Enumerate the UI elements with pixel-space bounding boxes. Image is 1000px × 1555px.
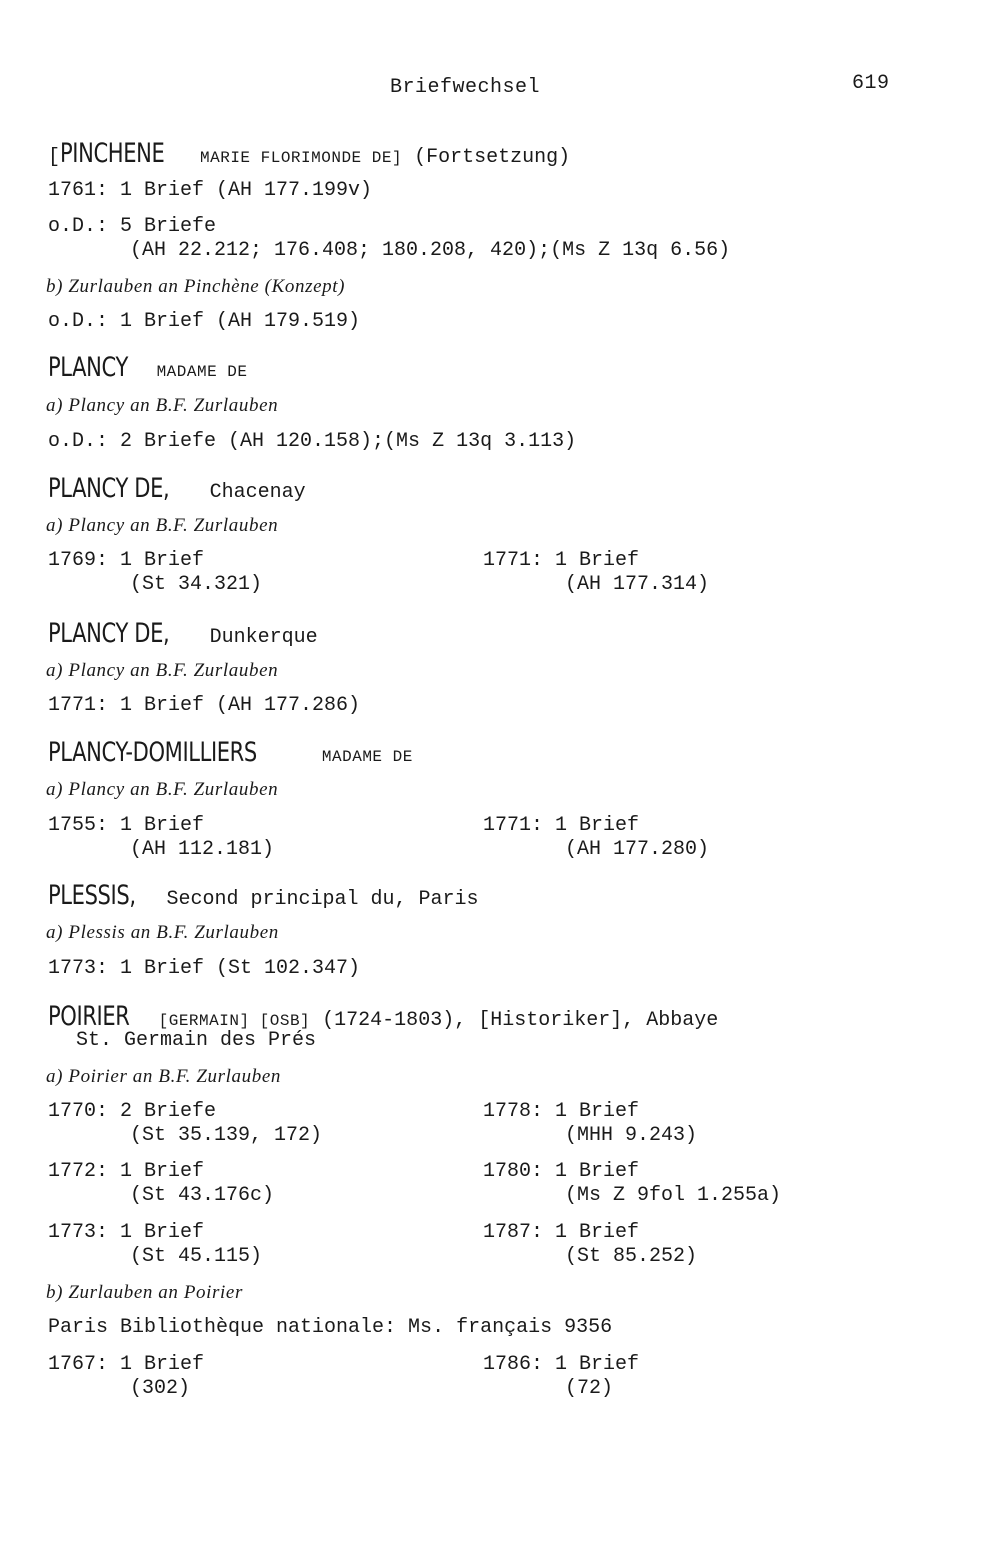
- direction-label: a) Plancy an B.F. Zurlauben: [46, 395, 279, 416]
- letter-entry: 1786: 1 Brief: [483, 1353, 640, 1376]
- letter-entry: 1771: 1 Brief: [483, 549, 640, 572]
- archive-reference: (St 34.321): [130, 573, 263, 596]
- letter-entry: 1771: 1 Brief: [483, 814, 640, 837]
- archive-reference: (AH 112.181): [130, 838, 275, 861]
- letter-entry: 1787: 1 Brief: [483, 1221, 640, 1244]
- person-name: PLANCY DE,: [48, 618, 170, 649]
- direction-label: a) Plancy an B.F. Zurlauben: [46, 779, 279, 800]
- direction-label: b) Zurlauben an Poirier: [46, 1282, 243, 1303]
- person-name: PLANCY-DOMILLIERS: [48, 737, 257, 768]
- letter-entry: 1771: 1 Brief (AH 177.286): [48, 694, 361, 717]
- person-description: (1724-1803), [Historiker], Abbaye: [322, 1009, 719, 1032]
- letter-entry: o.D.: 1 Brief (AH 179.519): [48, 310, 361, 333]
- letter-entry: 1755: 1 Brief: [48, 814, 205, 837]
- letter-entry: 1767: 1 Brief: [48, 1353, 205, 1376]
- person-description-continued: St. Germain des Prés: [76, 1029, 317, 1052]
- archive-reference: (St 35.139, 172): [130, 1124, 323, 1147]
- letter-entry: 1769: 1 Brief: [48, 549, 205, 572]
- letter-entry: 1780: 1 Brief: [483, 1160, 640, 1183]
- name-qualifier: MADAME DE: [321, 748, 413, 766]
- direction-label: a) Poirier an B.F. Zurlauben: [46, 1066, 281, 1087]
- letter-entry: o.D.: 5 Briefe: [48, 215, 217, 238]
- letter-entry: 1773: 1 Brief (St 102.347): [48, 957, 361, 980]
- name-qualifier: MADAME DE: [156, 363, 248, 381]
- running-header: Briefwechsel: [390, 76, 541, 99]
- letter-entry: o.D.: 2 Briefe (AH 120.158);(Ms Z 13q 3.113): [48, 430, 577, 453]
- archive-reference: (AH 177.314): [565, 573, 710, 596]
- direction-label: b) Zurlauben an Pinchène (Konzept): [46, 276, 346, 297]
- person-name: PLESSIS,: [48, 880, 136, 911]
- person-name: POIRIER: [48, 1001, 130, 1032]
- archive-reference: (302): [130, 1377, 191, 1400]
- name-qualifier: MARIE FLORIMONDE DE]: [200, 149, 403, 167]
- library-reference: Paris Bibliothèque nationale: Ms. français 9356: [48, 1316, 613, 1339]
- archive-reference: (72): [565, 1377, 614, 1400]
- letter-entry: 1770: 2 Briefe: [48, 1100, 217, 1123]
- person-description: Second principal du, Paris: [166, 888, 479, 911]
- entry-heading-plancy: [48, 352, 248, 384]
- name-qualifier: [GERMAIN] [OSB]: [158, 1012, 311, 1030]
- archive-reference: (St 43.176c): [130, 1184, 275, 1207]
- archive-reference: (AH 177.280): [565, 838, 710, 861]
- direction-label: a) Plessis an B.F. Zurlauben: [46, 922, 279, 943]
- heading-bracket: [: [48, 146, 61, 169]
- place-name: Dunkerque: [209, 626, 318, 649]
- letter-entry: 1761: 1 Brief (AH 177.199v): [48, 179, 373, 202]
- person-name: PINCHENE: [60, 138, 165, 169]
- letter-entry: 1778: 1 Brief: [483, 1100, 640, 1123]
- entry-heading-plancy-chacenay: [48, 473, 306, 505]
- archive-reference: (St 85.252): [565, 1245, 698, 1268]
- entry-heading-plancy-domilliers: [48, 737, 413, 769]
- letter-entry: 1773: 1 Brief: [48, 1221, 205, 1244]
- direction-label: a) Plancy an B.F. Zurlauben: [46, 660, 279, 681]
- person-name: PLANCY DE,: [48, 473, 170, 504]
- archive-reference: (Ms Z 9fol 1.255a): [565, 1184, 782, 1207]
- direction-label: a) Plancy an B.F. Zurlauben: [46, 515, 279, 536]
- entry-heading-plancy-dunkerque: [48, 618, 318, 650]
- heading-note: (Fortsetzung): [414, 146, 571, 169]
- page-number: 619: [852, 72, 890, 95]
- entry-heading-plessis: [48, 880, 479, 912]
- letter-entry: 1772: 1 Brief: [48, 1160, 205, 1183]
- person-name: PLANCY: [48, 352, 128, 383]
- archive-reference: (MHH 9.243): [565, 1124, 698, 1147]
- archive-reference: (AH 22.212; 176.408; 180.208, 420);(Ms Z 13q 6.56): [130, 239, 731, 262]
- archive-reference: (St 45.115): [130, 1245, 263, 1268]
- place-name: Chacenay: [209, 481, 306, 504]
- entry-heading-pinchene: [48, 138, 571, 170]
